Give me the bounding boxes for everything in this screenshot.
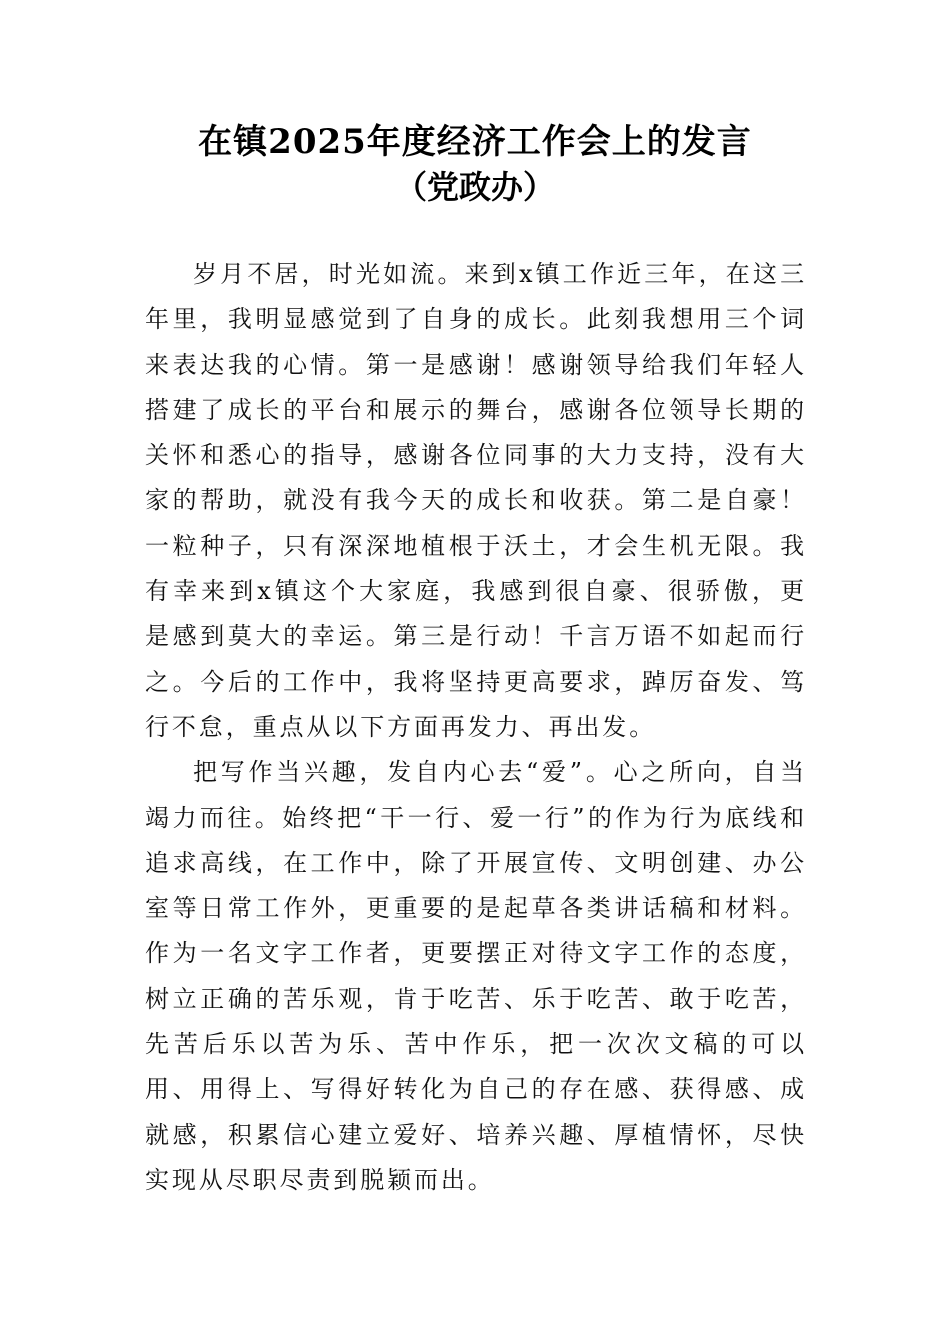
document-subtitle: （党政办） [394,168,555,206]
document-title: 在镇2025年度经济工作会上的发言 [198,122,752,162]
document-body [145,252,807,1203]
paragraph-2: 把写作当兴趣，发自内心去“爱”。心之所向，自当竭力而往。始终把“干一行、爱一行”的作为行为底线和追求高线，在工作中，除了开展宣传、文明创建、办公室等日常工作外，更重要的是起草各类讲话稿和材料。作为一名文字工作者，更要摆正对待文字工作的态度，树立正确的苦乐观，肯于吃苦、乐于吃苦、敢于吃苦，先苦后乐以苦为乐、苦中作乐，把一次次文稿的可以用、用得上、写得好转化为自己的存在感、获得感、成就感，积累信心建立爱好、培养兴趣、厚植情怀，尽快实现从尽职尽责到脱颖而出。 [145,758,807,1194]
paragraph-1: 岁月不居，时光如流。来到x镇工作近三年，在这三年里，我明显感觉到了自身的成长。此刻我想用三个词来表达我的心情。第一是感谢！感谢领导给我们年轻人搭建了成长的平台和展示的舞台，感谢各位领导长期的关怀和悉心的指导，感谢各位同事的大力支持，没有大家的帮助，就没有我今天的成长和收获。第二是自豪！一粒种子，只有深深地植根于沃土，才会生机无限。我有幸来到x镇这个大家庭，我感到很自豪、很骄傲，更是感到莫大的幸运。第三是行动！千言万语不如起而行之。今后的工作中，我将坚持更高要求，踔厉奋发、笃行不怠，重点从以下方面再发力、再出发。 [145,260,807,741]
